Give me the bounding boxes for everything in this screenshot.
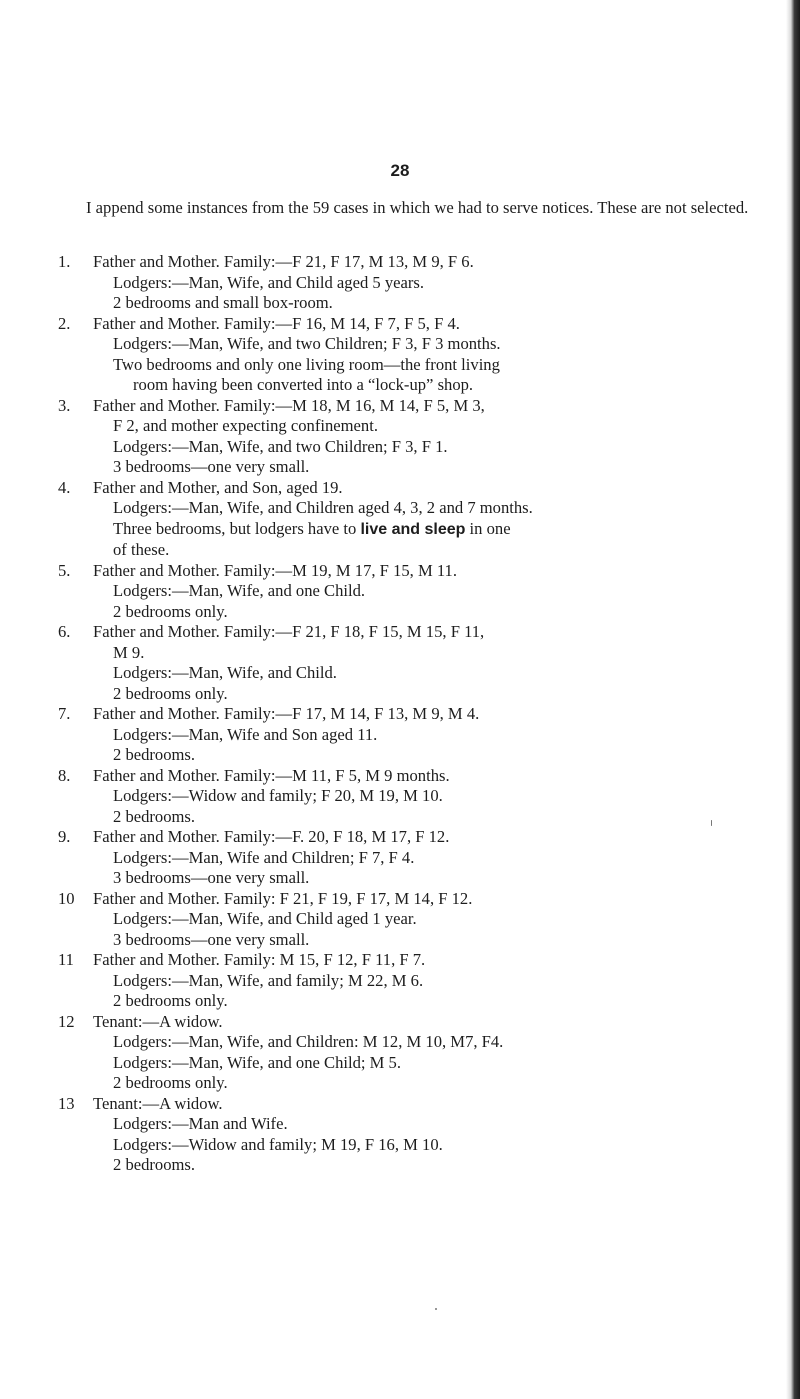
case-number: 1. xyxy=(58,252,71,271)
case-line: Lodgers:—Man, Wife and Son aged 11. xyxy=(113,724,378,744)
case-line: Lodgers:—Man, Wife, and two Children; F 3, F 3 months. xyxy=(113,334,501,353)
case-line: Tenant:—A widow. xyxy=(93,1011,223,1031)
page-edge-shadow xyxy=(786,0,800,1399)
case-number: 11 xyxy=(58,950,74,969)
case-item xyxy=(58,478,770,561)
case-line: 3 bedrooms—one very small. xyxy=(113,868,310,887)
case-item xyxy=(58,561,770,623)
case-line: Lodgers:—Widow and family; F 20, M 19, M 10. xyxy=(113,786,443,805)
case-number: 8. xyxy=(58,765,71,785)
case-line: Father and Mother. Family:—F 21, F 17, M 13, M 9, F 6. xyxy=(93,252,474,271)
case-line: Lodgers:—Man, Wife, and Children aged 4, 3, 2 and 7 months. xyxy=(113,498,533,517)
case-item xyxy=(58,766,770,828)
case-number: 13 xyxy=(58,1093,75,1113)
case-line: M 9. xyxy=(113,642,145,662)
case-line: 2 bedrooms. xyxy=(113,1155,196,1174)
case-line: Two bedrooms and only one living room—the front living xyxy=(113,354,500,374)
case-line: F 2, and mother expecting confinement. xyxy=(113,416,378,435)
case-item xyxy=(58,1012,770,1094)
case-line: Lodgers:—Man, Wife, and one Child. xyxy=(113,581,366,600)
case-text: Three bedrooms, but lodgers have to xyxy=(113,518,361,538)
case-line: Tenant:—A widow. xyxy=(93,1093,223,1113)
case-item xyxy=(58,1094,770,1176)
case-number: 10 xyxy=(58,888,75,908)
case-line: Father and Mother. Family:—F 21, F 18, F 15, M 15, F 11, xyxy=(93,622,485,641)
case-line: Father and Mother. Family: M 15, F 12, F 11, F 7. xyxy=(93,950,426,969)
case-number: 12 xyxy=(58,1011,75,1031)
case-line: 2 bedrooms only. xyxy=(113,601,228,621)
case-line: Lodgers:—Man, Wife, and two Children; F 3, F 1. xyxy=(113,436,448,456)
case-line: Father and Mother. Family:—M 19, M 17, F 15, M 11. xyxy=(93,560,457,580)
scan-speck xyxy=(435,1308,437,1310)
intro-paragraph: I append some instances from the 59 cases in which we had to serve notices. These are not selected. xyxy=(86,198,749,217)
case-line: 3 bedrooms—one very small. xyxy=(113,929,310,949)
case-text: in one xyxy=(465,518,511,538)
case-line: Father and Mother. Family: F 21, F 19, F 17, M 14, F 12. xyxy=(93,888,473,908)
case-number: 4. xyxy=(58,477,71,497)
case-number: 3. xyxy=(58,395,71,415)
case-item xyxy=(58,827,770,889)
case-number: 9. xyxy=(58,827,71,846)
case-line: Lodgers:—Man and Wife. xyxy=(113,1114,288,1133)
case-line: Father and Mother, and Son, aged 19. xyxy=(93,477,343,497)
case-line: Lodgers:—Man, Wife, and Child aged 5 years. xyxy=(113,272,425,292)
case-line: Lodgers:—Man, Wife and Children; F 7, F 4. xyxy=(113,847,415,867)
case-line: 3 bedrooms—one very small. xyxy=(113,457,310,476)
case-line: room having been converted into a “lock-up” shop. xyxy=(133,375,474,394)
case-line: Father and Mother. Family:—M 18, M 16, M 14, F 5, M 3, xyxy=(93,395,485,415)
case-item xyxy=(58,889,770,951)
case-item xyxy=(58,704,770,766)
case-line: Father and Mother. Family:—M 11, F 5, M 9 months. xyxy=(93,765,450,785)
case-line: Lodgers:—Man, Wife, and Child. xyxy=(113,663,337,682)
case-number: 5. xyxy=(58,560,71,580)
case-line: Father and Mother. Family:—F 17, M 14, F 13, M 9, M 4. xyxy=(93,704,480,723)
case-line: Lodgers:—Man, Wife, and family; M 22, M 6. xyxy=(113,970,424,990)
case-line: Lodgers:—Man, Wife, and one Child; M 5. xyxy=(113,1052,401,1072)
case-number: 6. xyxy=(58,622,71,641)
case-list xyxy=(58,252,770,1176)
case-line: Father and Mother. Family:—F. 20, F 18, M 17, F 12. xyxy=(93,827,450,846)
case-item xyxy=(58,314,770,396)
case-line: 2 bedrooms only. xyxy=(113,683,228,703)
page-number: 28 xyxy=(390,161,410,180)
case-line: 2 bedrooms only. xyxy=(113,991,228,1010)
case-line: Lodgers:—Widow and family; M 19, F 16, M 10. xyxy=(113,1134,443,1154)
case-line xyxy=(93,519,770,541)
case-line: 2 bedrooms. xyxy=(113,745,196,764)
case-line: Lodgers:—Man, Wife, and Child aged 1 year. xyxy=(113,909,417,928)
case-item xyxy=(58,252,770,314)
emphasis-text: live and sleep xyxy=(360,520,466,538)
case-line: 2 bedrooms and small box-room. xyxy=(113,293,333,312)
scan-speck xyxy=(711,820,712,826)
case-item xyxy=(58,396,770,478)
case-line: Father and Mother. Family:—F 16, M 14, F 7, F 5, F 4. xyxy=(93,313,460,333)
case-item xyxy=(58,622,770,704)
case-line: 2 bedrooms only. xyxy=(113,1073,228,1092)
case-item xyxy=(58,950,770,1012)
case-number: 7. xyxy=(58,704,71,723)
case-line: Lodgers:—Man, Wife, and Children: M 12, M 10, M7, F4. xyxy=(113,1032,504,1051)
case-line: of these. xyxy=(113,540,170,559)
case-number: 2. xyxy=(58,313,71,333)
case-line: 2 bedrooms. xyxy=(113,806,196,826)
